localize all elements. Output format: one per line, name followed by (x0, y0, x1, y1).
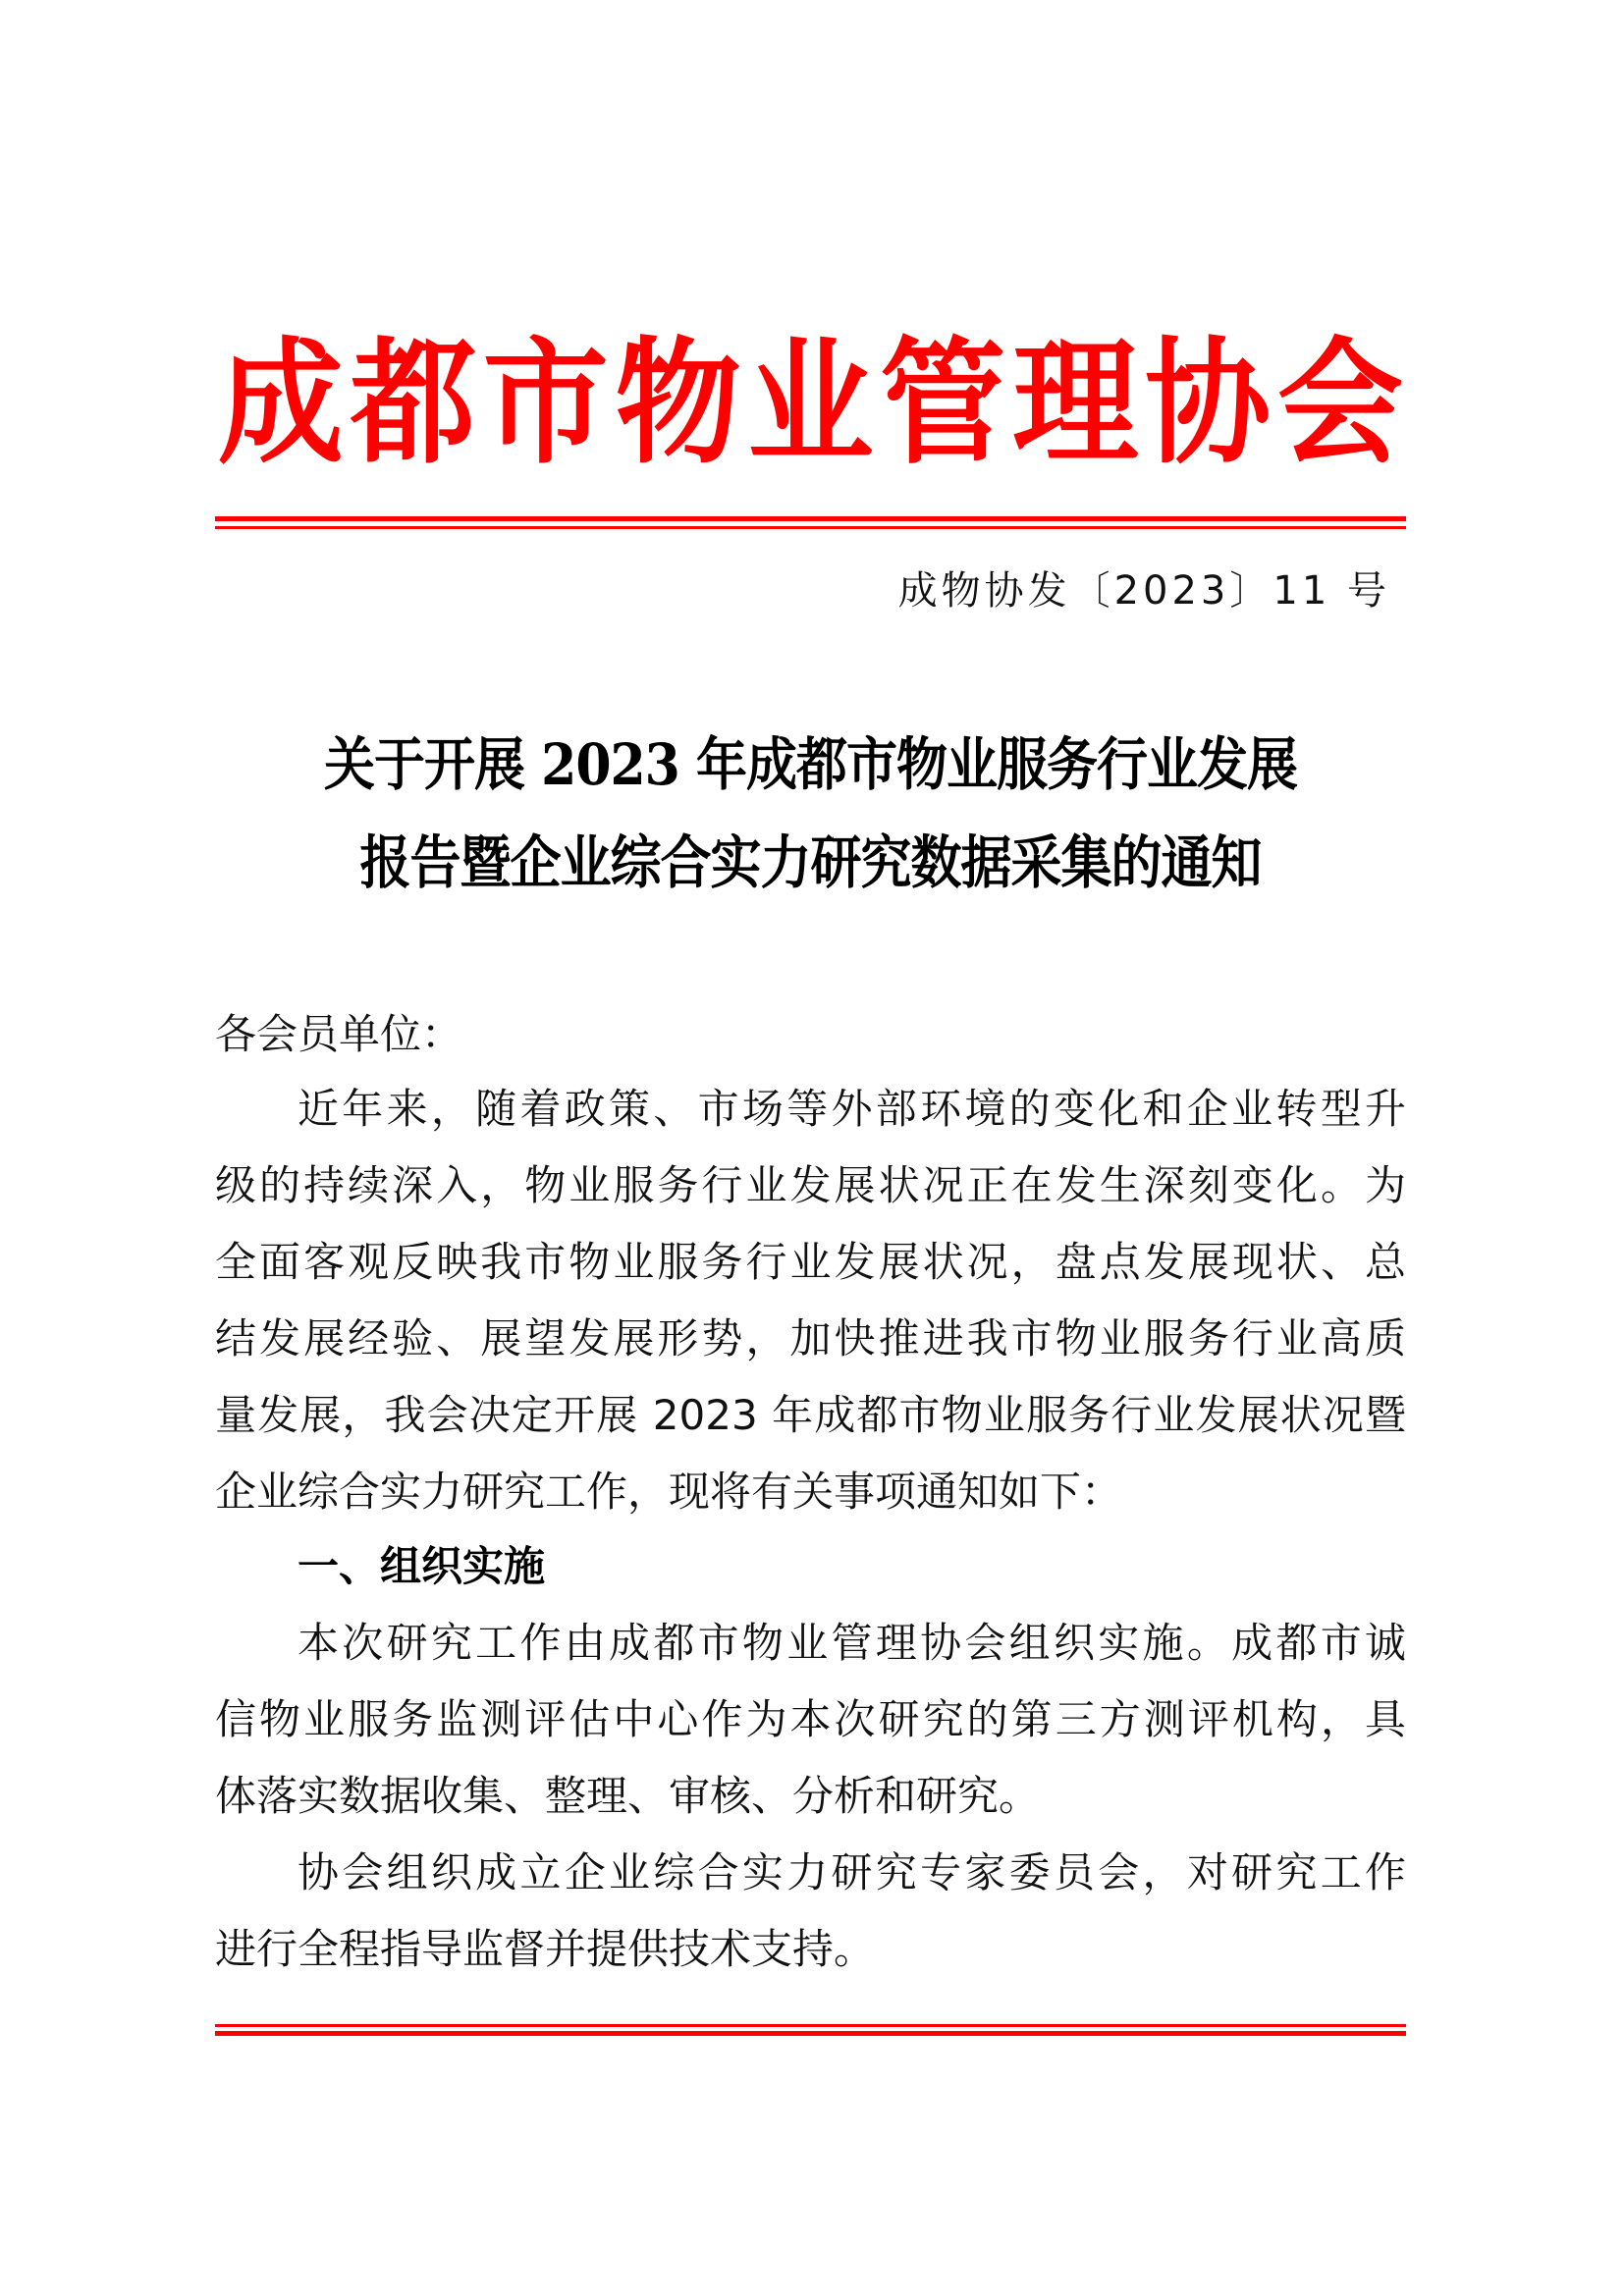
document-title-line-1: 关于开展 2023 年成都市物业服务行业发展 (324, 731, 1297, 799)
footer-divider-thick (215, 2031, 1406, 2036)
paragraph-line: 结发展经验、展望发展形势，加快推进我市物业服务行业高质 (215, 1314, 1406, 1362)
footer-divider-thin (215, 2024, 1406, 2027)
paragraph-line: 企业综合实力研究工作，现将有关事项通知如下： (215, 1468, 1123, 1516)
letterhead-char: 管 (880, 324, 1006, 483)
paragraph-line: 近年来，随着政策、市场等外部环境的变化和企业转型升 (298, 1085, 1406, 1133)
section-heading: 一、组织实施 (298, 1542, 546, 1590)
letterhead-char: 会 (1276, 324, 1403, 483)
salutation: 各会员单位： (215, 1010, 463, 1058)
header-divider-thin (215, 526, 1406, 529)
paragraph-line: 级的持续深入，物业服务行业发展状况正在发生深刻变化。为 (215, 1161, 1406, 1209)
header-divider-thick (215, 516, 1406, 521)
paragraph-line: 量发展，我会决定开展 2023 年成都市物业服务行业发展状况暨 (215, 1391, 1406, 1439)
document-title-line-2: 报告暨企业综合实力研究数据采集的通知 (359, 829, 1262, 897)
letterhead-char: 成 (217, 324, 344, 483)
org-letterhead-title (215, 324, 1406, 483)
letterhead-char: 物 (615, 324, 741, 483)
paragraph-line: 信物业服务监测评估中心作为本次研究的第三方测评机构，具 (215, 1695, 1406, 1743)
paragraph-line: 协会组织成立企业综合实力研究专家委员会，对研究工作 (298, 1848, 1406, 1896)
paragraph-line: 全面客观反映我市物业服务行业发展状况，盘点发展现状、总 (215, 1238, 1406, 1286)
document-number: 成物协发〔2023〕11 号 (897, 568, 1390, 614)
paragraph-line: 进行全程指导监督并提供技术支持。 (215, 1925, 876, 1973)
paragraph-line: 本次研究工作由成都市物业管理协会组织实施。成都市诚 (298, 1619, 1406, 1667)
letterhead-char: 业 (747, 324, 874, 483)
letterhead-char: 都 (350, 324, 476, 483)
paragraph-line: 体落实数据收集、整理、审核、分析和研究。 (215, 1772, 1041, 1820)
letterhead-char: 理 (1012, 324, 1139, 483)
letterhead-char: 协 (1145, 324, 1272, 483)
letterhead-char: 市 (482, 324, 609, 483)
